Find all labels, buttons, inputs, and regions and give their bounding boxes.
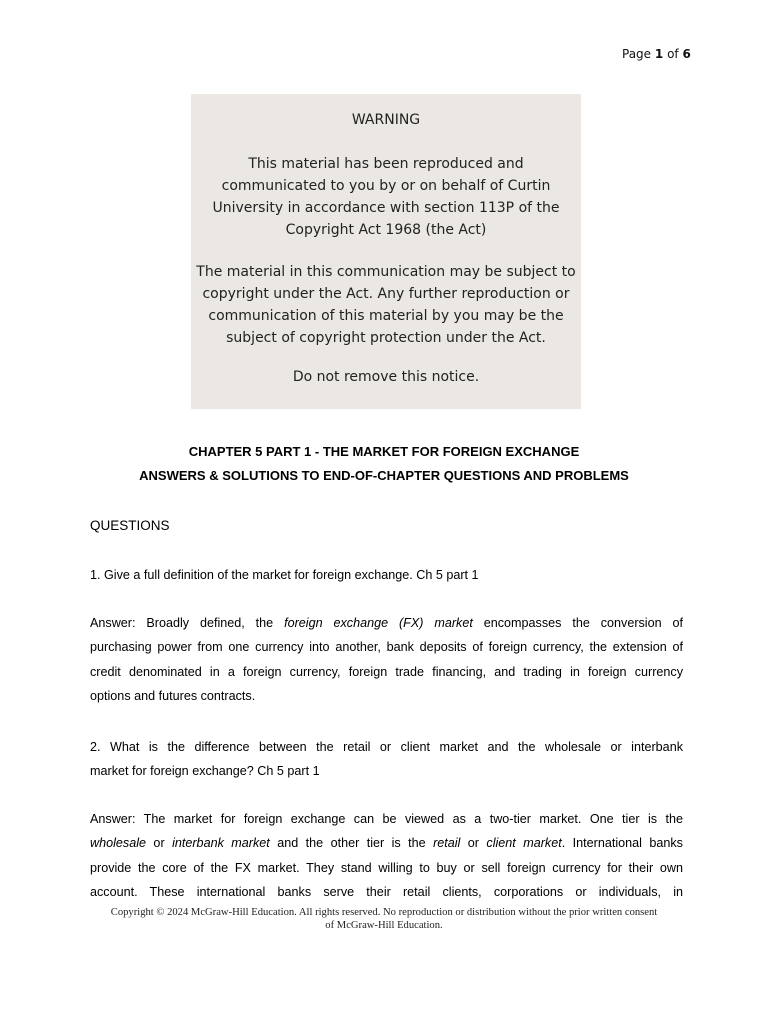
warning-p1-line: Copyright Act 1968 (the Act): [285, 222, 487, 238]
footer-line-1: Copyright © 2024 McGraw-Hill Education. All rights reserved. No reproduction or distribution without the prior written consent: [110, 907, 658, 918]
answer-2-text: or: [146, 836, 173, 851]
answer-1-text: encompasses the conversion of: [472, 616, 684, 630]
footer-line-2: of McGraw-Hill Education.: [325, 920, 443, 931]
warning-notice: Do not remove this notice.: [292, 369, 480, 385]
question-1: [90, 563, 683, 587]
copyright-footer: [80, 906, 688, 932]
answer-1-emphasis: foreign exchange (FX) market: [284, 616, 473, 630]
warning-p2-line: copyright under the Act. Any further reproduction or: [202, 286, 570, 302]
answer-2-emphasis: retail: [433, 836, 461, 851]
question-2-line-1: 2. What is the difference between the retail or client market and the wholesale or interbank: [90, 740, 683, 754]
answer-1-line-3: credit denominated in a foreign currency, foreign trade financing, and trading in foreign currency: [90, 664, 683, 679]
answer-2-line-3: provide the core of the FX market. They stand willing to buy or sell foreign currency for their own: [90, 860, 683, 875]
copyright-warning-box: [191, 94, 581, 409]
warning-p1-line: This material has been reproduced and: [248, 156, 524, 172]
question-2: [90, 735, 683, 784]
answer-2-line-1: Answer: The market for foreign exchange can be viewed as a two-tier market. One tier is the: [90, 812, 683, 826]
warning-p2-line: communication of this material by you may be the: [208, 308, 564, 324]
answer-1: [90, 611, 683, 708]
warning-title: WARNING: [351, 112, 421, 128]
answer-1-text: Answer: Broadly defined, the: [90, 616, 285, 630]
warning-p1-line: communicated to you by or on behalf of Curtin: [221, 178, 551, 194]
question-1-text: 1. Give a full definition of the market for foreign exchange. Ch 5 part 1: [90, 568, 479, 582]
answer-2-text: and the other tier is the: [269, 836, 434, 851]
answer-1-line-1: [90, 611, 683, 635]
answer-2-text: or: [460, 836, 487, 851]
answer-1-line-2: purchasing power from one currency into another, bank deposits of foreign currency, the extension of: [90, 640, 683, 655]
page-prefix: Page: [622, 47, 652, 61]
warning-p1-line: University in accordance with section 113P of the: [212, 200, 560, 216]
answer-2-emphasis: client market: [486, 836, 562, 851]
page-number: [622, 47, 691, 61]
chapter-heading: CHAPTER 5 PART 1 - THE MARKET FOR FOREIGN EXCHANGE: [188, 444, 580, 459]
section-label: QUESTIONS: [90, 518, 170, 533]
warning-p2-line: The material in this communication may be subject to: [196, 264, 576, 280]
question-2-line-2: market for foreign exchange? Ch 5 part 1: [90, 764, 320, 779]
warning-paragraph-1: [191, 153, 581, 241]
page-of: of: [667, 47, 679, 61]
page-current: 1: [654, 47, 664, 61]
warning-p2-line: subject of copyright protection under the Act.: [226, 330, 546, 346]
answer-2-text: . International banks: [561, 836, 683, 851]
answer-1-line-4: options and futures contracts.: [90, 688, 256, 703]
answer-2: [90, 807, 683, 904]
answer-2-emphasis: interbank market: [172, 836, 270, 851]
answer-2-line-4: account. These international banks serve their retail clients, corporations or individuals, in: [90, 884, 683, 899]
answer-2-line-2: [90, 831, 683, 855]
chapter-subtitle: ANSWERS & SOLUTIONS TO END-OF-CHAPTER QUESTIONS AND PROBLEMS: [139, 468, 629, 483]
warning-paragraph-2: [191, 261, 581, 349]
answer-2-emphasis: wholesale: [90, 836, 147, 851]
page-total: 6: [682, 47, 691, 61]
